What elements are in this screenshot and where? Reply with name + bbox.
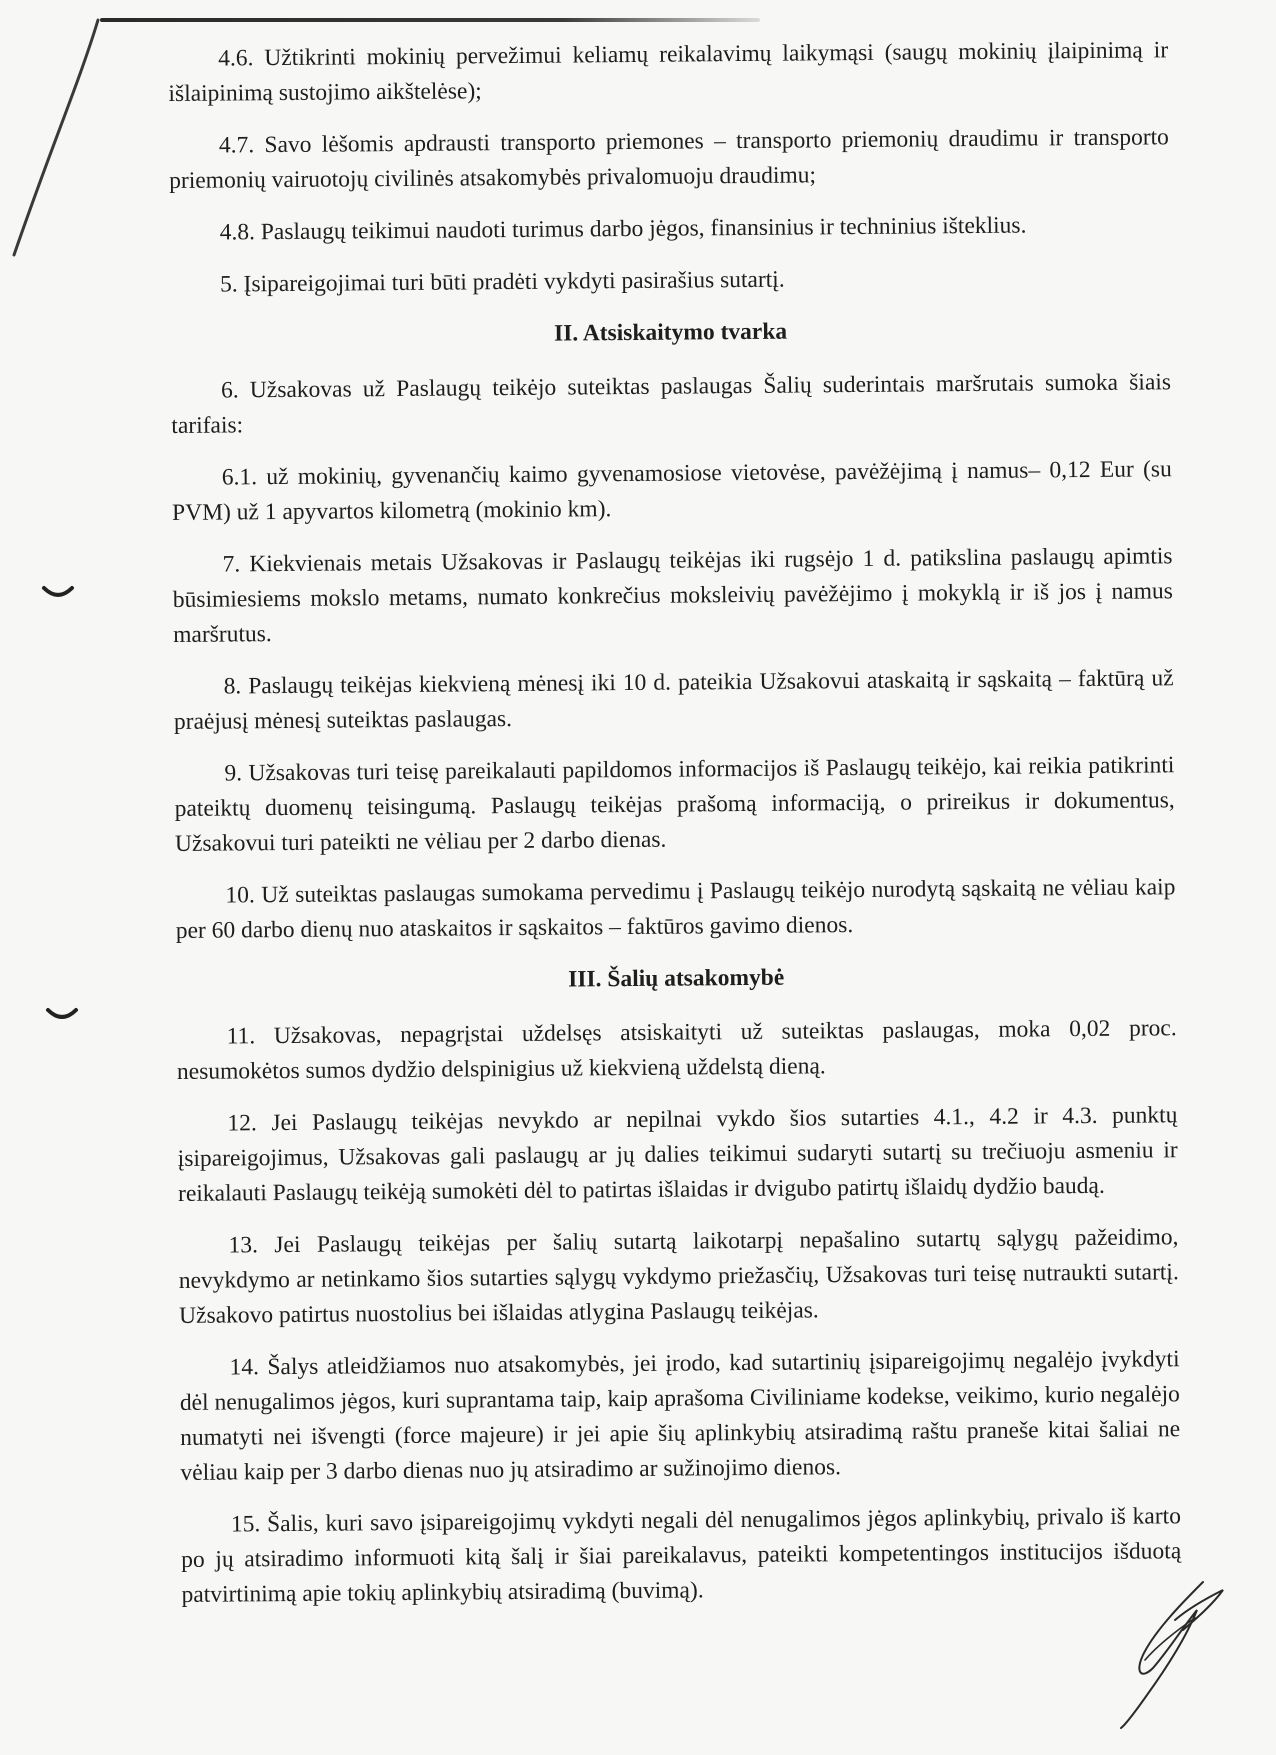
paragraph: 7. Kiekvienais metais Užsakovas ir Paslaugų teikėjas iki rugsėjo 1 d. patikslina paslaugų apimtis būsimiesiems mokslo metams, numato konkrečius moksleivių pavėžėjimo į mokyklą ir iš jos į namus maršrutus. xyxy=(172,543,1173,648)
paragraph: 14. Šalys atleidžiamos nuo atsakomybės, jei įrodo, kad sutartinių įsipareigojimų negalėjo įvykdyti dėl nenugalimos jėgos, kuri suprantama taip, kaip aprašoma Civiliniame kodekse, veikimo, kurio negalėjo numatyti nei išvengti (force majeure) ir jei apie šių aplinkybių atsiradimą raštu praneše kitai šaliai ne vėliau kaip per 3 darbo dienas nuo jų atsiradimo ar sužinojimo dienos. xyxy=(179,1346,1181,1486)
paragraph: 4.8. Paslaugų teikimui naudoti turimus darbo jėgos, finansinius ir techninius išteklius. xyxy=(219,212,1027,246)
document-body xyxy=(168,33,1182,1630)
paragraph: 15. Šalis, kuri savo įsipareigojimų vykdyti negali dėl nenugalimos jėgos aplinkybių, privalo iš karto po jų atsiradimo informuoti kitą šalį ir šiai pareikalavus, pateikti kompetentingos institucijos išduotą patvirtinimą apie tokių aplinkybių atsiradimą (buvimą). xyxy=(181,1503,1182,1608)
paragraph: 6. Užsakovas už Paslaugų teikėjo suteiktas paslaugas Šalių suderintais maršrutais sumoka šiais tarifais: xyxy=(171,369,1172,439)
paragraph: 12. Jei Paslaugų teikėjas nevykdo ar nepilnai vykdo šios sutarties 4.1., 4.2 ir 4.3. punktų įsipareigojimus, Užsakovas gali paslaugų ar jų dalies teikimui sudaryti sutartį su trečiuoju asmeniu ir reikalauti Paslaugų teikėją sumokėti dėl to patirtas išlaidas ir dvigubo patirtų išlaidų dydžio baudą. xyxy=(177,1102,1178,1207)
paragraph: 5. Įsipareigojimai turi būti pradėti vykdyti pasirašius sutartį. xyxy=(220,266,785,298)
section-heading: III. Šalių atsakomybė xyxy=(568,964,785,993)
paragraph: 13. Jei Paslaugų teikėjas per šalių sutartą laikotarpį nepašalino sutartų sąlygų pažeidimo, nevykdymo ar netinkamo šios sutarties sąlygų vykdymo priežasčių, Užsakovas turi teisę nutraukti sutartį. Užsakovo patirtus nuostolius bei išlaidas atlygina Paslaugų teikėjas. xyxy=(178,1224,1179,1329)
top-edge-line xyxy=(100,18,760,22)
paragraph: 6.1. už mokinių, gyvenančių kaimo gyvenamosiose vietovėse, pavėžėjimą į namus– 0,12 Eur (su PVM) už 1 apyvartos kilometrą (mokinio km). xyxy=(171,456,1172,526)
paragraph: 8. Paslaugų teikėjas kiekvieną mėnesį iki 10 d. pateikia Užsakovui ataskaitą ir sąskaitą – faktūrą už praėjusį mėnesį suteiktas paslaugas. xyxy=(173,665,1174,735)
binder-hole-mark xyxy=(44,1004,80,1024)
paragraph: 4.6. Užtikrinti mokinių pervežimui keliamų reikalavimų laikymąsi (saugų mokinių įlaipinimą ir išlaipinimą sustojimo aikštelėse); xyxy=(168,37,1169,107)
handwritten-signature xyxy=(1085,1560,1235,1730)
scan-edge-stroke xyxy=(0,0,120,270)
section-heading: II. Atsiskaitymo tvarka xyxy=(553,318,788,347)
binder-hole-mark xyxy=(40,582,76,602)
paragraph: 9. Užsakovas turi teisę pareikalauti papildomos informacijos iš Paslaugų teikėjo, kai reikia patikrinti pateiktų duomenų teisingumą. Paslaugų teikėjas prašomą informaciją, o prireikus ir dokumentus, Užsakovui turi pateikti ne vėliau per 2 darbo dienas. xyxy=(174,752,1175,857)
paragraph: 4.7. Savo lėšomis apdrausti transporto priemones – transporto priemonių draudimu ir transporto priemonių vairuotojų civilinės atsakomybės privalomuoju draudimu; xyxy=(169,124,1169,194)
paragraph: 10. Už suteiktas paslaugas sumokama pervedimu į Paslaugų teikėjo nurodytą sąskaitą ne vėliau kaip per 60 darbo dienų nuo ataskaitos ir sąskaitos – faktūros gavimo dienos. xyxy=(175,874,1176,944)
paragraph: 11. Užsakovas, nepagrįstai uždelsęs atsiskaityti už suteiktas paslaugas, moka 0,02 proc. nesumokėtos sumos dydžio delspinigius už kiekvieną uždelstą dieną. xyxy=(176,1015,1177,1085)
